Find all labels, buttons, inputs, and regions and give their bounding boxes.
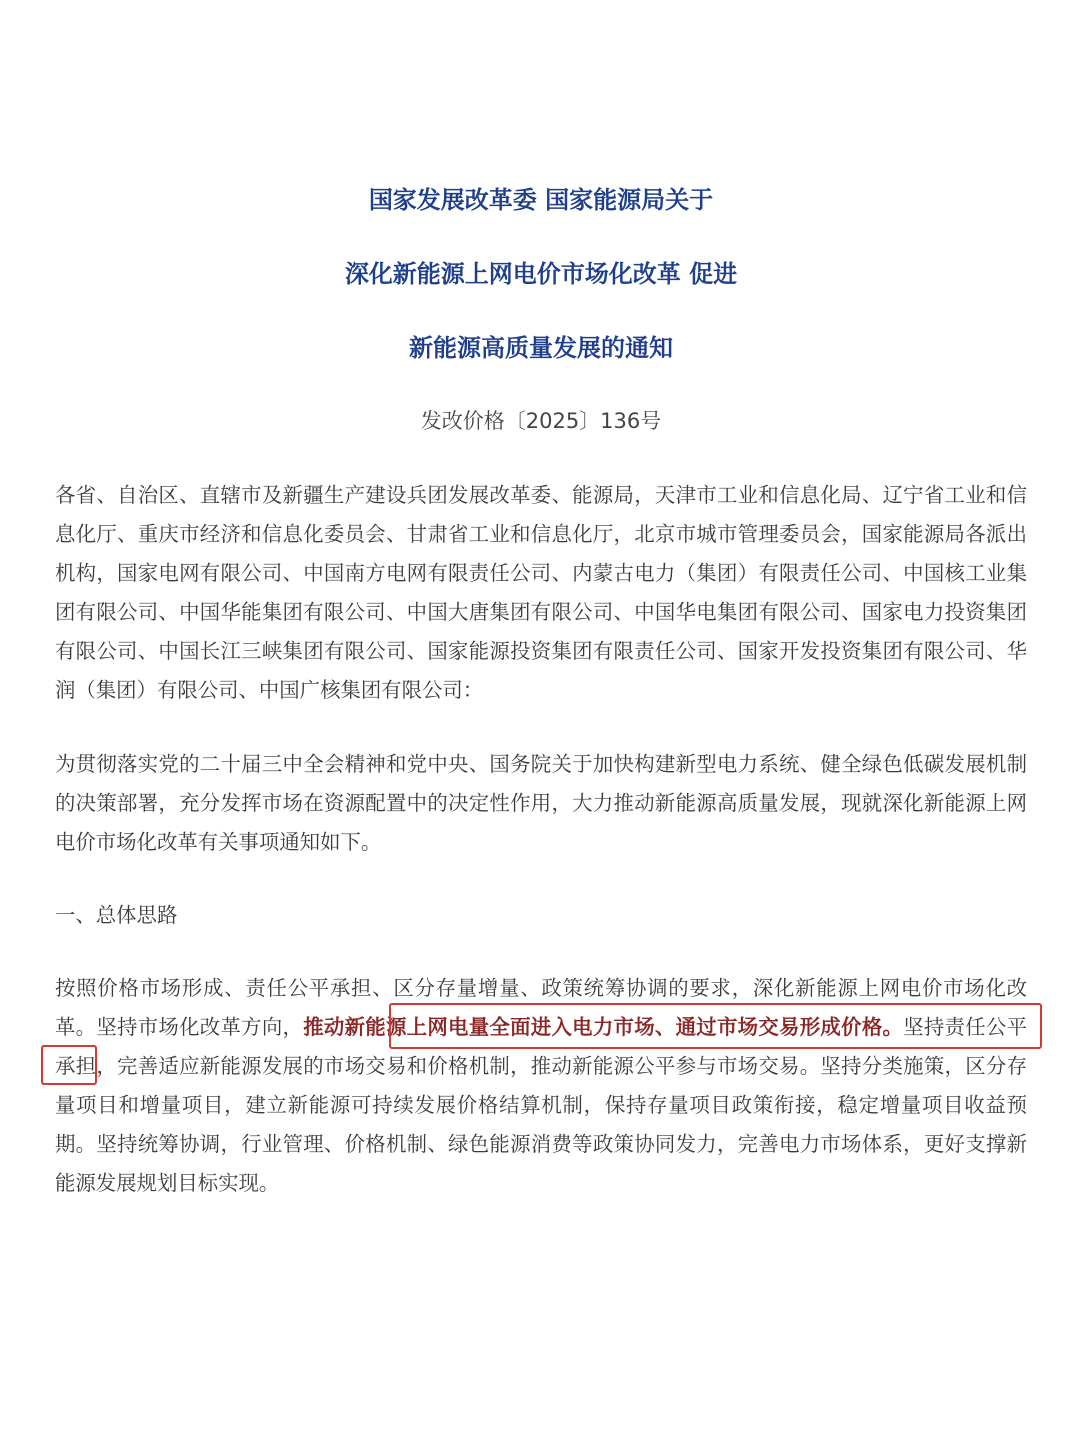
intro-paragraph: 为贯彻落实党的二十届三中全会精神和党中央、国务院关于加快构建新型电力系统、健全绿色低碳发展机制的决策部署，充分发挥市场在资源配置中的决定性作用，大力推动新能源高质量发展，现就深化新能源上网电价市场化改革有关事项通知如下。 xyxy=(55,752,1027,854)
addressees-paragraph: 各省、自治区、直辖市及新疆生产建设兵团发展改革委、能源局，天津市工业和信息化局、辽宁省工业和信息化厅、重庆市经济和信息化委员会、甘肃省工业和信息化厅，北京市城市管理委员会，国家能源局各派出机构，国家电网有限公司、中国南方电网有限责任公司、内蒙古电力（集团）有限责任公司、中国核工业集团有限公司、中国华能集团有限公司、中国大唐集团有限公司、中国华电集团有限公司、国家电力投资集团有限公司、中国长江三峡集团有限公司、国家能源投资集团有限责任公司、国家开发投资集团有限公司、华润（集团）有限公司、中国广核集团有限公司： xyxy=(55,483,1027,702)
document-title-line-1: 国家发展改革委 国家能源局关于 xyxy=(368,186,714,214)
section-body-paragraph xyxy=(55,969,1027,1203)
document-title-line-3: 新能源高质量发展的通知 xyxy=(409,334,673,362)
section-heading: 一、总体思路 xyxy=(55,903,178,927)
document-title-line-2: 深化新能源上网电价市场化改革 促进 xyxy=(344,260,738,288)
highlighted-key-sentence-part-1: 推动新能源上网电量全面进入电力市场、通过市场交易形成价 xyxy=(303,1015,862,1039)
section-body-text-start: 按照价格市场形成、责任公平承担、区分存量增量、政策统筹协调的要求，深化新能源上网电价市场化改革。坚持市场化改革方向， xyxy=(55,976,1027,1039)
document-number: 发改价格〔2025〕136号 xyxy=(420,409,662,433)
section-body-text-rest: 坚持责任公平承担，完善适应新能源发展的市场交易和价格机制，推动新能源公平参与市场交易。坚持分类施策，区分存量项目和增量项目，建立新能源可持续发展价格结算机制，保持存量项目政策衔接，稳定增量项目收益预期。坚持统筹协调，行业管理、价格机制、绿色能源消费等政策协同发力，完善电力市场体系，更好支撑新能源发展规划目标实现。 xyxy=(55,1015,1028,1195)
highlighted-key-sentence-part-2: 格。 xyxy=(861,1015,904,1039)
